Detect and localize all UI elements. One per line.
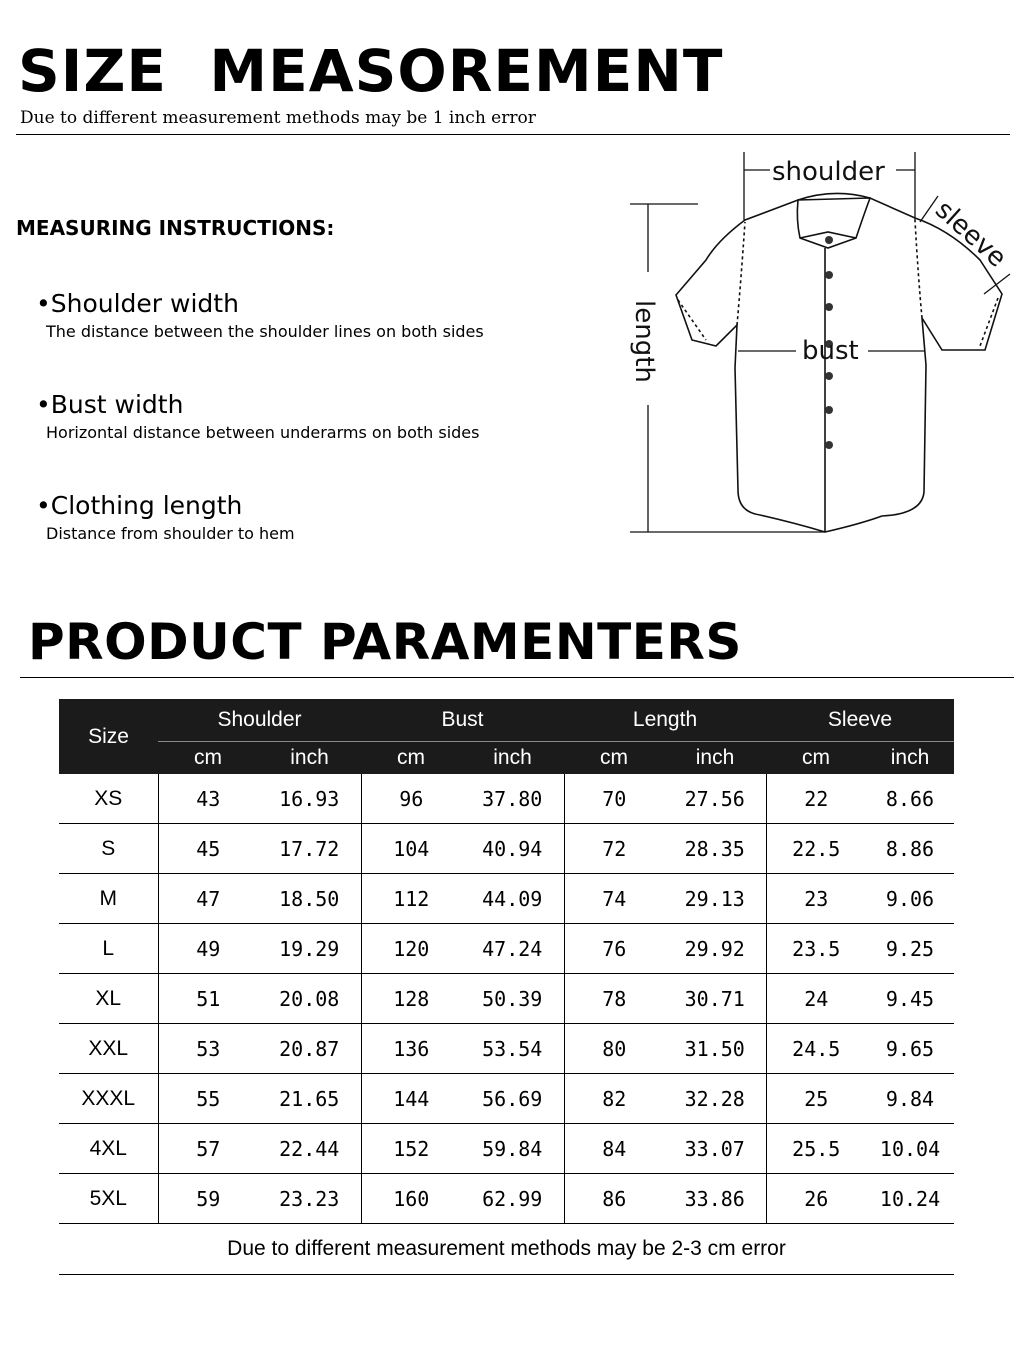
value-cell: 160 — [361, 1174, 461, 1224]
size-cell: S — [59, 824, 158, 874]
value-cell: 23.23 — [258, 1174, 361, 1224]
clothing-length-title: •Clothing length — [36, 491, 243, 520]
value-cell: 53.54 — [461, 1024, 564, 1074]
value-cell: 74 — [564, 874, 664, 924]
size-header: Size — [59, 699, 158, 774]
value-cell: 17.72 — [258, 824, 361, 874]
value-cell: 104 — [361, 824, 461, 874]
value-cell: 128 — [361, 974, 461, 1024]
bust-width-desc: Horizontal distance between underarms on both sides — [46, 423, 480, 442]
value-cell: 29.92 — [664, 924, 766, 974]
value-cell: 9.84 — [866, 1074, 954, 1124]
product-title: PRODUCT PARAMENTERS — [28, 613, 742, 671]
value-cell: 59 — [158, 1174, 258, 1224]
shoulder-header: Shoulder — [158, 699, 361, 742]
value-cell: 30.71 — [664, 974, 766, 1024]
bust-label: bust — [802, 336, 859, 366]
value-cell: 62.99 — [461, 1174, 564, 1224]
value-cell: 9.06 — [866, 874, 954, 924]
value-cell: 29.13 — [664, 874, 766, 924]
value-cell: 82 — [564, 1074, 664, 1124]
shoulder-width-title: •Shoulder width — [36, 289, 239, 318]
value-cell: 70 — [564, 774, 664, 824]
value-cell: 86 — [564, 1174, 664, 1224]
value-cell: 8.86 — [866, 824, 954, 874]
value-cell: 59.84 — [461, 1124, 564, 1174]
value-cell: 144 — [361, 1074, 461, 1124]
sleeve-header: Sleeve — [766, 699, 954, 742]
value-cell: 45 — [158, 824, 258, 874]
value-cell: 47.24 — [461, 924, 564, 974]
value-cell: 76 — [564, 924, 664, 974]
value-cell: 8.66 — [866, 774, 954, 824]
unit-header: cm — [564, 742, 664, 775]
instructions-heading: MEASURING INSTRUCTIONS: — [16, 216, 335, 240]
table-note-row — [59, 1224, 954, 1275]
shirt-collar — [797, 193, 870, 248]
value-cell: 112 — [361, 874, 461, 924]
value-cell: 51 — [158, 974, 258, 1024]
value-cell: 22.5 — [766, 824, 866, 874]
shirt-measurement-diagram — [620, 140, 1024, 550]
page-subtitle: Due to different measurement methods may be 1 inch error — [20, 108, 536, 128]
table-row — [59, 1074, 954, 1124]
value-cell: 33.86 — [664, 1174, 766, 1224]
unit-header: inch — [664, 742, 766, 775]
size-cell: L — [59, 924, 158, 974]
value-cell: 47 — [158, 874, 258, 924]
table-row — [59, 974, 954, 1024]
value-cell: 25.5 — [766, 1124, 866, 1174]
unit-header: inch — [866, 742, 954, 775]
value-cell: 78 — [564, 974, 664, 1024]
value-cell: 9.45 — [866, 974, 954, 1024]
table-row — [59, 1024, 954, 1074]
header-divider — [16, 134, 1010, 135]
value-cell: 55 — [158, 1074, 258, 1124]
value-cell: 50.39 — [461, 974, 564, 1024]
bust-header: Bust — [361, 699, 564, 742]
size-table — [59, 699, 954, 1275]
unit-header: cm — [158, 742, 258, 775]
value-cell: 24 — [766, 974, 866, 1024]
table-row — [59, 874, 954, 924]
value-cell: 27.56 — [664, 774, 766, 824]
size-cell: 4XL — [59, 1124, 158, 1174]
value-cell: 44.09 — [461, 874, 564, 924]
value-cell: 33.07 — [664, 1124, 766, 1174]
shoulder-label: shoulder — [772, 157, 885, 187]
unit-header: cm — [361, 742, 461, 775]
product-divider — [20, 677, 1014, 678]
unit-header: inch — [461, 742, 564, 775]
value-cell: 22 — [766, 774, 866, 824]
value-cell: 53 — [158, 1024, 258, 1074]
size-cell: XL — [59, 974, 158, 1024]
value-cell: 10.04 — [866, 1124, 954, 1174]
value-cell: 25 — [766, 1074, 866, 1124]
value-cell: 31.50 — [664, 1024, 766, 1074]
value-cell: 43 — [158, 774, 258, 824]
value-cell: 9.65 — [866, 1024, 954, 1074]
value-cell: 152 — [361, 1124, 461, 1174]
table-row — [59, 824, 954, 874]
value-cell: 80 — [564, 1024, 664, 1074]
value-cell: 23.5 — [766, 924, 866, 974]
value-cell: 72 — [564, 824, 664, 874]
sleeve-label: sleeve — [929, 194, 1012, 274]
value-cell: 16.93 — [258, 774, 361, 824]
value-cell: 37.80 — [461, 774, 564, 824]
size-cell: XXL — [59, 1024, 158, 1074]
value-cell: 18.50 — [258, 874, 361, 924]
size-cell: 5XL — [59, 1174, 158, 1224]
table-row — [59, 1124, 954, 1174]
value-cell: 96 — [361, 774, 461, 824]
value-cell: 32.28 — [664, 1074, 766, 1124]
value-cell: 56.69 — [461, 1074, 564, 1124]
page-title: SIZE MEASOREMENT — [18, 37, 724, 105]
value-cell: 9.25 — [866, 924, 954, 974]
value-cell: 23 — [766, 874, 866, 924]
size-cell: M — [59, 874, 158, 924]
value-cell: 20.08 — [258, 974, 361, 1024]
value-cell: 84 — [564, 1124, 664, 1174]
value-cell: 10.24 — [866, 1174, 954, 1224]
value-cell: 20.87 — [258, 1024, 361, 1074]
value-cell: 22.44 — [258, 1124, 361, 1174]
value-cell: 21.65 — [258, 1074, 361, 1124]
size-cell: XXXL — [59, 1074, 158, 1124]
value-cell: 49 — [158, 924, 258, 974]
value-cell: 26 — [766, 1174, 866, 1224]
value-cell: 136 — [361, 1024, 461, 1074]
value-cell: 19.29 — [258, 924, 361, 974]
bust-width-title: •Bust width — [36, 390, 184, 419]
value-cell: 120 — [361, 924, 461, 974]
value-cell: 24.5 — [766, 1024, 866, 1074]
size-cell: XS — [59, 774, 158, 824]
length-label: length — [629, 300, 659, 383]
value-cell: 28.35 — [664, 824, 766, 874]
unit-header: inch — [258, 742, 361, 775]
clothing-length-desc: Distance from shoulder to hem — [46, 524, 295, 543]
value-cell: 57 — [158, 1124, 258, 1174]
table-note: Due to different measurement methods may be 2-3 cm error — [59, 1224, 954, 1275]
table-row — [59, 774, 954, 824]
length-header: Length — [564, 699, 766, 742]
table-row — [59, 924, 954, 974]
table-row — [59, 1174, 954, 1224]
shoulder-width-desc: The distance between the shoulder lines on both sides — [46, 322, 484, 341]
value-cell: 40.94 — [461, 824, 564, 874]
unit-header: cm — [766, 742, 866, 775]
